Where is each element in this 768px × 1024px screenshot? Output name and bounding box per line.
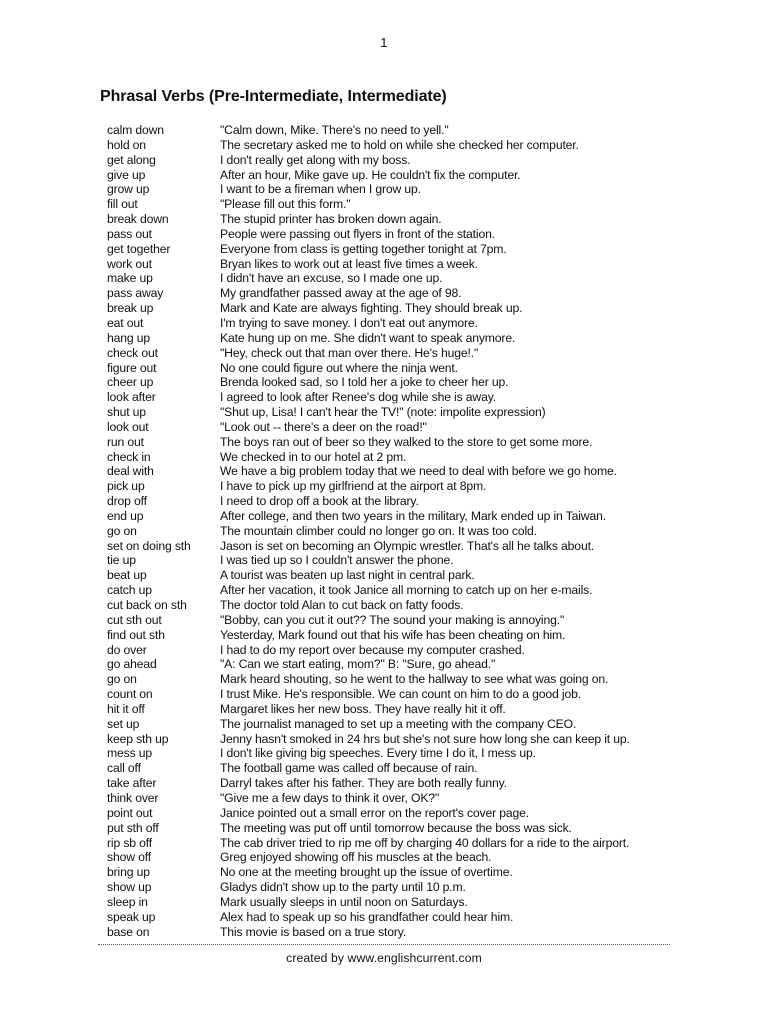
phrasal-verb: pick up: [107, 479, 145, 494]
example-sentence: People were passing out flyers in front of the station.: [220, 226, 495, 241]
phrasal-verb: pass out: [107, 226, 152, 241]
list-item: [107, 613, 707, 628]
example-sentence: I trust Mike. He's responsible. We can count on him to do a good job.: [220, 687, 581, 702]
list-item: [107, 776, 707, 791]
list-item: [107, 821, 707, 836]
example-sentence: We have a big problem today that we need to deal with before we go home.: [220, 464, 617, 479]
list-item: [107, 643, 707, 658]
example-sentence: The secretary asked me to hold on while she checked her computer.: [220, 137, 579, 152]
example-sentence: I didn't have an excuse, so I made one up.: [220, 271, 443, 286]
list-item: [107, 509, 707, 524]
list-item: [107, 479, 707, 494]
list-item: [107, 153, 707, 168]
example-sentence: Margaret likes her new boss. They have really hit it off.: [220, 701, 506, 716]
phrasal-verb: call off: [107, 761, 141, 776]
example-sentence: Mark and Kate are always fighting. They should break up.: [220, 301, 523, 316]
example-sentence: "Shut up, Lisa! I can't hear the TV!" (note: impolite expression): [220, 405, 546, 420]
phrasal-verb: sleep in: [107, 894, 148, 909]
list-item: [107, 925, 707, 940]
phrasal-verb-list: [107, 123, 707, 939]
phrasal-verb: break up: [107, 301, 154, 316]
list-item: [107, 346, 707, 361]
list-item: [107, 286, 707, 301]
example-sentence: Janice pointed out a small error on the report's cover page.: [220, 805, 530, 820]
example-sentence: The mountain climber could no longer go on. It was too cold.: [220, 523, 537, 538]
example-sentence: Gladys didn't show up to the party until 10 p.m.: [220, 880, 466, 895]
example-sentence: The meeting was put off until tomorrow because the boss was sick.: [220, 820, 572, 835]
list-item: [107, 494, 707, 509]
page-title: Phrasal Verbs (Pre-Intermediate, Intermediate): [100, 88, 447, 105]
list-item: [107, 435, 707, 450]
example-sentence: "Look out -- there's a deer on the road!": [220, 419, 427, 434]
example-sentence: "Bobby, can you cut it out?? The sound your making is annoying.": [220, 612, 565, 627]
list-item: [107, 138, 707, 153]
list-item: [107, 301, 707, 316]
list-item: [107, 168, 707, 183]
example-sentence: I want to be a fireman when I grow up.: [220, 182, 421, 197]
phrasal-verb: break down: [107, 212, 169, 227]
example-sentence: Mark usually sleeps in until noon on Saturdays.: [220, 894, 468, 909]
phrasal-verb: give up: [107, 167, 146, 182]
list-item: [107, 761, 707, 776]
example-sentence: I need to drop off a book at the library.: [220, 494, 419, 509]
phrasal-verb: get along: [107, 152, 156, 167]
list-item: [107, 568, 707, 583]
example-sentence: The boys ran out of beer so they walked to the store to get some more.: [220, 434, 593, 449]
list-item: [107, 450, 707, 465]
phrasal-verb: eat out: [107, 315, 144, 330]
example-sentence: Darryl takes after his father. They are both really funny.: [220, 776, 507, 791]
phrasal-verb: hit it off: [107, 701, 145, 716]
phrasal-verb: make up: [107, 271, 153, 286]
phrasal-verb: look after: [107, 390, 156, 405]
example-sentence: The doctor told Alan to cut back on fatty foods.: [220, 598, 464, 612]
phrasal-verb: set on doing sth: [107, 538, 191, 553]
list-item: [107, 271, 707, 286]
example-sentence: I have to pick up my girlfriend at the airport at 8pm.: [220, 479, 487, 494]
example-sentence: I agreed to look after Renee's dog while she is away.: [220, 390, 496, 405]
example-sentence: Greg enjoyed showing off his muscles at the beach.: [220, 850, 492, 865]
list-item: [107, 331, 707, 346]
example-sentence: "Please fill out this form.": [220, 197, 351, 212]
list-item: [107, 717, 707, 732]
phrasal-verb: cut sth out: [107, 612, 162, 627]
phrasal-verb: go on: [107, 523, 137, 538]
list-item: [107, 806, 707, 821]
phrasal-verb: show up: [107, 880, 152, 895]
phrasal-verb: figure out: [107, 360, 157, 375]
list-item: [107, 732, 707, 747]
example-sentence: The stupid printer has broken down again.: [220, 212, 442, 227]
example-sentence: Mark heard shouting, so he went to the hallway to see what was going on.: [220, 672, 609, 687]
list-item: [107, 420, 707, 435]
phrasal-verb: rip sb off: [107, 835, 153, 850]
list-item: [107, 242, 707, 257]
phrasal-verb: check in: [107, 449, 151, 464]
list-item: [107, 405, 707, 420]
phrasal-verb: point out: [107, 805, 153, 820]
list-item: [107, 464, 707, 479]
example-sentence: I had to do my report over because my computer crashed.: [220, 642, 525, 657]
phrasal-verb: take after: [107, 776, 157, 791]
phrasal-verb: count on: [107, 687, 153, 702]
phrasal-verb: calm down: [107, 123, 164, 137]
list-item: [107, 895, 707, 910]
phrasal-verb: base on: [107, 924, 150, 939]
list-item: [107, 257, 707, 272]
list-item: [107, 212, 707, 227]
list-item: [107, 361, 707, 376]
list-item: [107, 791, 707, 806]
example-sentence: The journalist managed to set up a meeting with the company CEO.: [220, 716, 577, 731]
example-sentence: I was tied up so I couldn't answer the phone.: [220, 553, 454, 568]
list-item: [107, 316, 707, 331]
list-item: [107, 123, 707, 138]
example-sentence: Jenny hasn't smoked in 24 hrs but she's not sure how long she can keep it up.: [220, 731, 630, 746]
phrasal-verb: look out: [107, 419, 149, 434]
list-item: [107, 880, 707, 895]
phrasal-verb: end up: [107, 508, 144, 523]
example-sentence: I don't really get along with my boss.: [220, 152, 411, 167]
phrasal-verb: drop off: [107, 494, 147, 509]
footer-credit: created by www.englishcurrent.com: [286, 951, 482, 965]
example-sentence: Alex had to speak up so his grandfather could hear him.: [220, 909, 514, 924]
example-sentence: Yesterday, Mark found out that his wife has been cheating on him.: [220, 627, 566, 642]
phrasal-verb: go ahead: [107, 657, 157, 672]
phrasal-verb: go on: [107, 672, 137, 687]
phrasal-verb: tie up: [107, 553, 136, 568]
phrasal-verb: deal with: [107, 464, 154, 479]
example-sentence: "Hey, check out that man over there. He's huge!.": [220, 345, 479, 360]
example-sentence: "Give me a few days to think it over, OK?": [220, 790, 440, 805]
phrasal-verb: do over: [107, 642, 147, 657]
phrasal-verb: work out: [107, 256, 152, 271]
phrasal-verb: get together: [107, 241, 171, 256]
phrasal-verb: hang up: [107, 330, 151, 345]
example-sentence: The football game was called off because of rain.: [220, 761, 478, 776]
phrasal-verb: think over: [107, 790, 159, 805]
phrasal-verb: pass away: [107, 286, 164, 301]
example-sentence: Jason is set on becoming an Olympic wrestler. That's all he talks about.: [220, 538, 595, 553]
list-item: [107, 702, 707, 717]
list-item: [107, 628, 707, 643]
phrasal-verb: speak up: [107, 909, 156, 924]
example-sentence: We checked in to our hotel at 2 pm.: [220, 449, 407, 464]
list-item: [107, 583, 707, 598]
list-item: [107, 182, 707, 197]
example-sentence: Brenda looked sad, so I told her a joke to cheer her up.: [220, 375, 509, 390]
example-sentence: I don't like giving big speeches. Every time I do it, I mess up.: [220, 746, 536, 761]
list-item: [107, 672, 707, 687]
phrasal-verb: check out: [107, 345, 158, 360]
list-item: [107, 539, 707, 554]
example-sentence: After college, and then two years in the military, Mark ended up in Taiwan.: [220, 508, 606, 523]
phrasal-verb: find out sth: [107, 627, 165, 642]
phrasal-verb: shut up: [107, 405, 146, 420]
phrasal-verb: beat up: [107, 568, 147, 583]
phrasal-verb: bring up: [107, 865, 150, 880]
list-item: [107, 524, 707, 539]
example-sentence: "Calm down, Mike. There's no need to yell.": [220, 123, 449, 137]
example-sentence: No one at the meeting brought up the issue of overtime.: [220, 865, 513, 880]
example-sentence: "A: Can we start eating, mom?" B: "Sure, go ahead.": [220, 657, 496, 672]
list-item: [107, 197, 707, 212]
list-item: [107, 865, 707, 880]
list-item: [107, 910, 707, 925]
phrasal-verb: catch up: [107, 583, 152, 598]
footer-rule: [98, 944, 670, 945]
list-item: [107, 227, 707, 242]
example-sentence: My grandfather passed away at the age of 98.: [220, 286, 462, 301]
list-item: [107, 553, 707, 568]
list-item: [107, 850, 707, 865]
list-item: [107, 746, 707, 761]
list-item: [107, 836, 707, 851]
example-sentence: This movie is based on a true story.: [220, 924, 407, 939]
phrasal-verb: keep sth up: [107, 731, 169, 746]
example-sentence: I'm trying to save money. I don't eat out anymore.: [220, 315, 478, 330]
phrasal-verb: grow up: [107, 182, 150, 197]
example-sentence: After an hour, Mike gave up. He couldn't fix the computer.: [220, 167, 521, 182]
phrasal-verb: mess up: [107, 746, 153, 761]
example-sentence: Bryan likes to work out at least five times a week.: [220, 256, 478, 271]
example-sentence: The cab driver tried to rip me off by charging 40 dollars for a ride to the airport.: [220, 835, 630, 850]
list-item: [107, 598, 707, 613]
phrasal-verb: set up: [107, 716, 140, 731]
example-sentence: Everyone from class is getting together tonight at 7pm.: [220, 241, 507, 256]
phrasal-verb: show off: [107, 850, 151, 865]
list-item: [107, 687, 707, 702]
phrasal-verb: cheer up: [107, 375, 154, 390]
phrasal-verb: cut back on sth: [107, 598, 187, 612]
list-item: [107, 375, 707, 390]
phrasal-verb: hold on: [107, 137, 146, 152]
phrasal-verb: fill out: [107, 197, 138, 212]
example-sentence: After her vacation, it took Janice all morning to catch up on her e-mails.: [220, 583, 593, 598]
page-number: 1: [380, 35, 388, 50]
list-item: [107, 390, 707, 405]
example-sentence: Kate hung up on me. She didn't want to speak anymore.: [220, 330, 516, 345]
phrasal-verb: put sth off: [107, 820, 159, 835]
example-sentence: No one could figure out where the ninja went.: [220, 360, 458, 375]
list-item: [107, 657, 707, 672]
example-sentence: A tourist was beaten up last night in central park.: [220, 568, 475, 583]
phrasal-verb: run out: [107, 434, 144, 449]
